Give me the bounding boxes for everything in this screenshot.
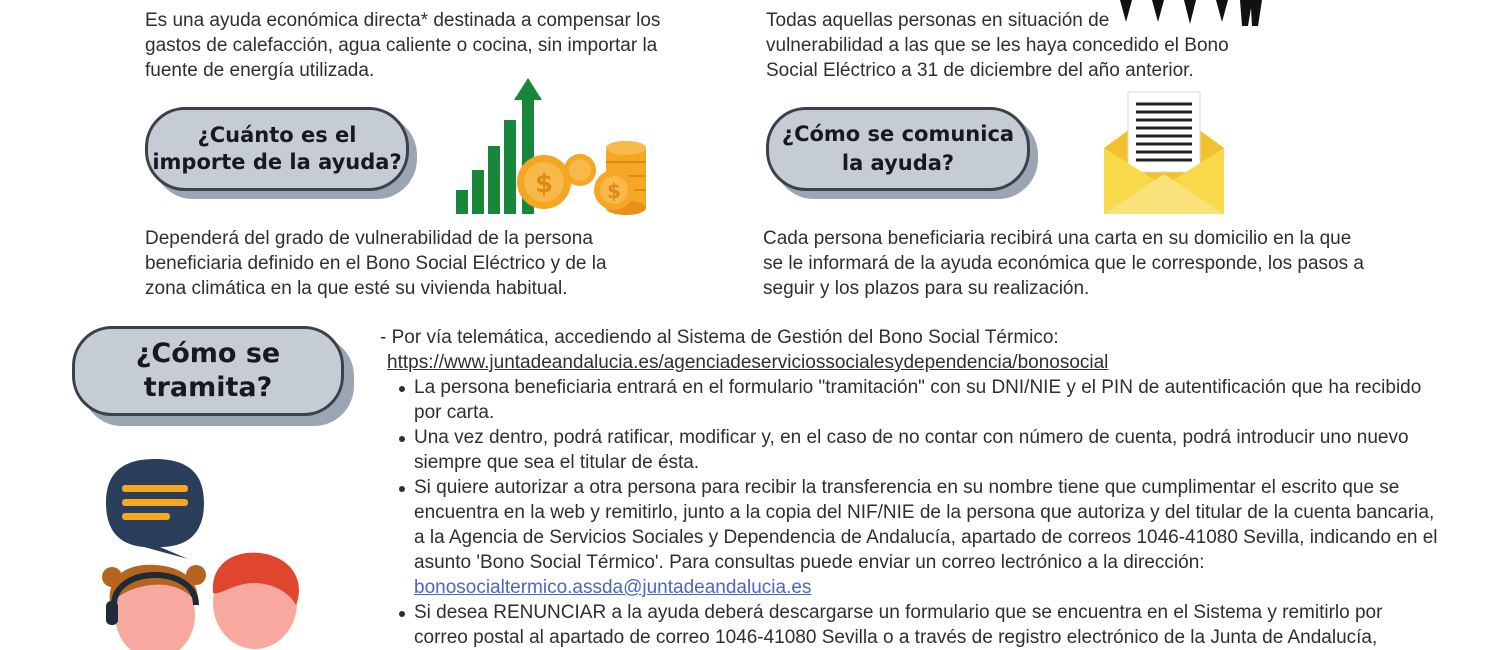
svg-text:$: $ [534,169,554,199]
tramita-lead: - Por vía telemática, accediendo al Sistema de Gestión del Bono Social Térmico: [380,327,1059,348]
tramita-bullet-list [380,375,1440,650]
money-growth-icon [452,78,648,216]
comunica-text: Cada persona beneficiaria recibirá una carta en su domicilio en la que se le informará de la ayuda económica que le corresponde, los pasos a seguir y los plazos para su realización. [763,228,1364,299]
svg-text:$: $ [607,179,621,203]
list-item-text: La persona beneficiaria entrará en el formulario "tramitación" con su DNI/NIE y el PIN de autentificación que ha recibido por carta. [414,377,1422,423]
tramita-heading-block [72,326,357,431]
importe-heading-block [145,107,420,202]
contact-email-link[interactable]: bonosocialtermico.assda@juntadeandalucia.es [414,577,812,598]
list-item-text: Si desea RENUNCIAR a la ayuda deberá descargarse un formulario que se encuentra en el Sistema y remitirlo por correo postal al apartado de correo 1046-41080 Sevilla o a través de registro electrónico de la Junta de Andalucía, [414,602,1383,648]
comunica-heading: ¿Cómo se comunica la ayuda? [766,107,1030,191]
customer-support-icon [100,455,310,650]
importe-heading: ¿Cuánto es el importe de la ayuda? [145,107,409,191]
que-es-text: Es una ayuda económica directa* destinada a compensar los gastos de calefacción, agua caliente o cocina, sin importar la fuente de energía utilizada. [145,10,661,81]
bono-social-url-link[interactable]: https://www.juntadeandalucia.es/agenciadeserviciossocialesydependencia/bonosocial [387,352,1109,373]
quien-text: Todas aquellas personas en situación de vulnerabilidad a las que se les haya concedido el Bono Social Eléctrico a 31 de diciembre del año anterior. [766,10,1229,81]
list-item [414,375,1440,425]
list-item [414,600,1440,650]
envelope-letter-icon [1102,90,1226,216]
people-icon [1112,0,1272,30]
list-item [414,425,1440,475]
tramita-heading: ¿Cómo se tramita? [72,326,344,416]
importe-text: Dependerá del grado de vulnerabilidad de la persona beneficiaria definido en el Bono Social Eléctrico y de la zona climática en la que esté su vivienda habitual. [145,228,607,299]
list-item-text: Una vez dentro, podrá ratificar, modificar y, en el caso de no contar con número de cuenta, podrá introducir uno nuevo siempre que sea el titular de ésta. [414,427,1409,473]
tramita-instructions [380,325,1440,650]
list-item-text: Si quiere autorizar a otra persona para recibir la transferencia en su nombre tiene que cumplimentar el escrito que se encuentra en la web y remitirlo, junto a la copia del NIF/NIE de la persona que autoriza y del titular de la cuenta bancaria, a la Agencia de Servicios Sociales y Dependencia de Andalucía, apartado de correos 1046-41080 Sevilla, indicando en el asunto 'Bono Social Térmico'. Para consultas puede enviar un correo lectrónico a la dirección: [414,477,1438,573]
comunica-heading-block [766,107,1046,202]
list-item [414,475,1440,600]
